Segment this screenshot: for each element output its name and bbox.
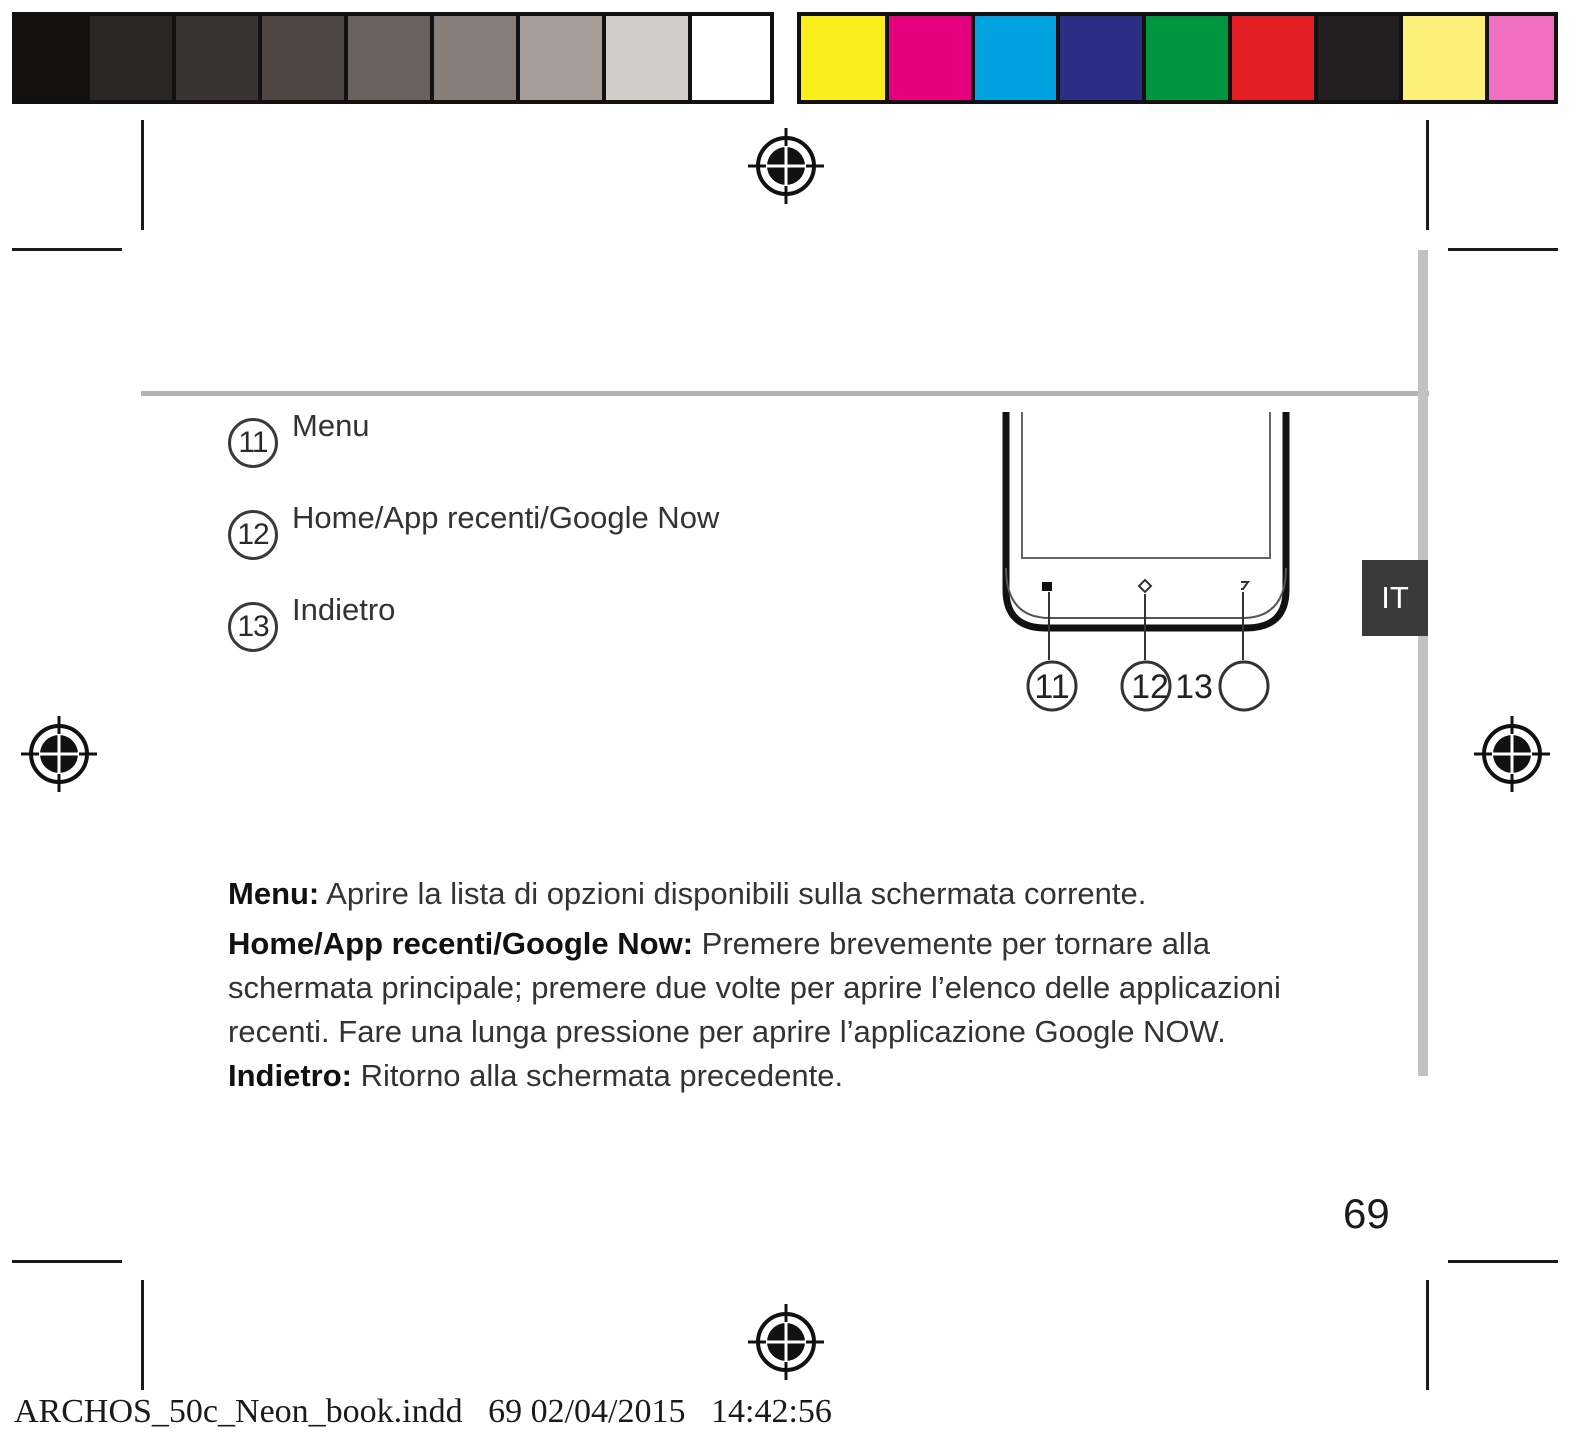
callout-label: 12 <box>1131 668 1169 706</box>
legend-label: Indietro <box>292 592 396 627</box>
callout-label: 13 <box>1175 668 1213 706</box>
crop-mark <box>12 248 122 251</box>
back-button-icon <box>1241 582 1248 589</box>
cyan-swatch <box>971 16 1057 100</box>
description-text: Ritorno alla schermata precedente. <box>352 1058 844 1093</box>
grayscale-bar <box>12 12 774 104</box>
legend-item-home <box>228 502 719 560</box>
crop-mark <box>1426 1280 1429 1390</box>
gray-swatch <box>602 16 688 100</box>
legend-number: 12 <box>228 510 278 560</box>
color-bar <box>797 12 1558 104</box>
home-button-icon <box>1139 580 1151 592</box>
magenta-swatch <box>885 16 971 100</box>
legend-label: Home/App recenti/Google Now <box>292 500 720 535</box>
light-yellow-swatch <box>1399 16 1485 100</box>
pink-swatch <box>1485 16 1554 100</box>
gray-swatch <box>344 16 430 100</box>
description-term: Indietro: <box>228 1058 352 1093</box>
registration-mark-icon <box>748 128 824 204</box>
legend-number: 13 <box>228 602 278 652</box>
crop-mark <box>1448 248 1558 251</box>
crop-mark <box>1426 120 1429 230</box>
registration-mark-icon <box>21 716 97 792</box>
description-block <box>228 872 1318 1098</box>
language-tab: IT <box>1362 560 1428 636</box>
gray-swatch <box>258 16 344 100</box>
callout-label: 11 <box>1034 668 1070 706</box>
description-term: Menu: <box>228 876 320 911</box>
crop-mark <box>141 120 144 230</box>
legend-item-menu <box>228 410 370 468</box>
phone-illustration <box>990 408 1300 718</box>
description-back <box>228 1054 1318 1098</box>
description-text: Premere brevemente per tornare alla schermata principale; premere due volte per aprire l’elenco delle applicazioni recenti. Fare una lunga pressione per aprire l’applicazione Google NOW. <box>228 926 1281 1049</box>
gray-swatch <box>516 16 602 100</box>
registration-mark-icon <box>1474 716 1550 792</box>
side-rule <box>1418 250 1428 1076</box>
file-slug: ARCHOS_50c_Neon_book.indd 69 02/04/2015 14:42:56 <box>14 1393 832 1430</box>
description-term: Home/App recenti/Google Now: <box>228 926 694 961</box>
legend-item-back <box>228 594 395 652</box>
crop-mark <box>1448 1260 1558 1263</box>
gray-swatch <box>430 16 516 100</box>
header-rule <box>141 391 1429 396</box>
black-swatch <box>1314 16 1400 100</box>
menu-button-icon <box>1042 582 1052 591</box>
gray-swatch <box>86 16 172 100</box>
blue-swatch <box>1056 16 1142 100</box>
gray-swatch <box>688 16 770 100</box>
green-swatch <box>1142 16 1228 100</box>
description-menu <box>228 872 1318 916</box>
yellow-swatch <box>801 16 885 100</box>
red-swatch <box>1228 16 1314 100</box>
gray-swatch <box>172 16 258 100</box>
legend-label: Menu <box>292 408 370 443</box>
legend-number: 11 <box>228 418 278 468</box>
crop-mark <box>12 1260 122 1263</box>
description-home <box>228 922 1318 1054</box>
registration-mark-icon <box>748 1304 824 1380</box>
description-text: Aprire la lista di opzioni disponibili sulla schermata corrente. <box>319 876 1147 911</box>
crop-mark <box>141 1280 144 1390</box>
page-number: 69 <box>1343 1190 1390 1237</box>
gray-swatch <box>16 16 86 100</box>
